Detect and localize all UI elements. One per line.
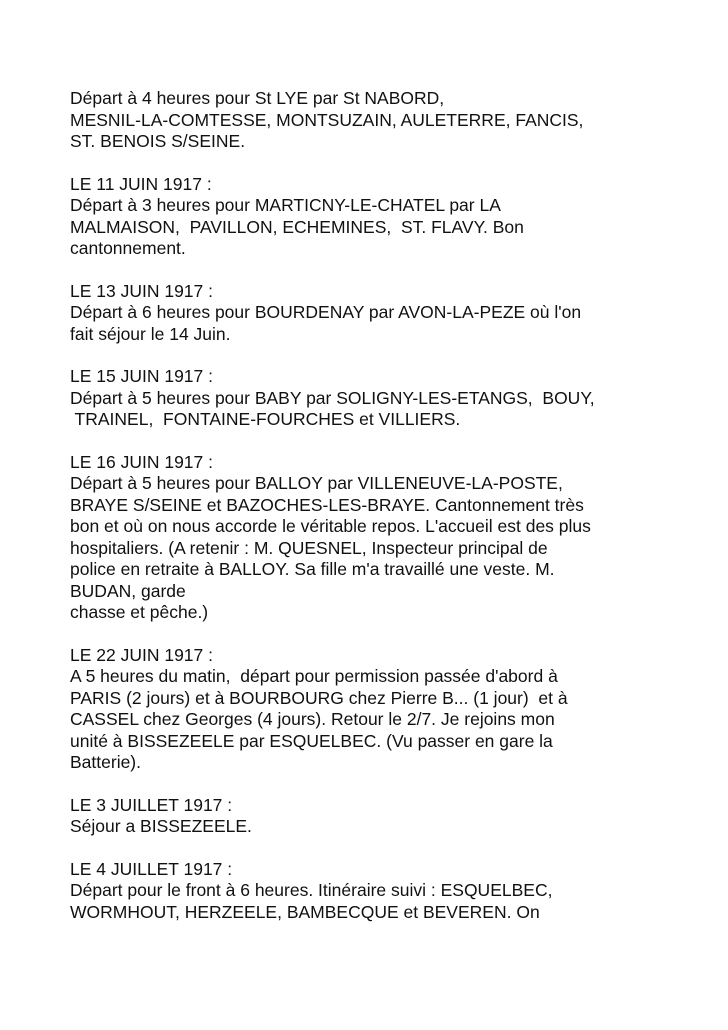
text-line: WORMHOUT, HERZEELE, BAMBECQUE et BEVEREN. On [70,901,540,922]
text-line: PARIS (2 jours) et à BOURBOURG chez Pierre B... (1 jour) et à [70,687,568,708]
text-line: cantonnement. [70,238,186,258]
entry-3-juillet-1917 [70,795,670,838]
entry-date-heading: LE 11 JUIN 1917 : [70,173,212,194]
entry-11-juin-1917 [70,174,670,260]
entry-date-heading: LE 3 JUILLET 1917 : [70,794,233,815]
entry-22-juin-1917 [70,645,670,774]
text-line: police en retraite à BALLOY. Sa fille m'a travaillé une veste. M. [70,559,555,579]
text-line: TRAINEL, FONTAINE-FOURCHES et VILLIERS. [70,409,461,429]
text-line: Départ à 5 heures pour BABY par SOLIGNY-LES-ETANGS, BOUY, [70,387,595,408]
text-line: MESNIL-LA-COMTESSE, MONTSUZAIN, AULETERRE, FANCIS, [70,109,584,130]
entry-4-juillet-1917 [70,859,670,924]
entry-date-heading: LE 16 JUIN 1917 : [70,451,213,472]
entry-date-heading: LE 15 JUIN 1917 : [70,366,213,386]
text-line: Départ à 3 heures pour MARTICNY-LE-CHATEL par LA [70,195,501,215]
text-line: BRAYE S/SEINE et BAZOCHES-LES-BRAYE. Cantonnement très [70,494,584,515]
text-line: hospitaliers. (A retenir : M. QUESNEL, Inspecteur principal de [70,537,548,558]
text-line: Départ à 4 heures pour St LYE par St NABORD, [70,88,445,108]
text-line: CASSEL chez Georges (4 jours). Retour le 2/7. Je rejoins mon [70,709,555,729]
text-line: BUDAN, garde [70,580,186,601]
text-line: A 5 heures du matin, départ pour permission passée d'abord à [70,666,558,686]
entry-departure-st-lye [70,88,670,153]
text-line: fait séjour le 14 Juin. [70,323,231,344]
entry-date-heading: LE 22 JUIN 1917 : [70,644,213,665]
text-line: Départ pour le front à 6 heures. Itinéraire suivi : ESQUELBEC, [70,880,553,900]
text-line: chasse et pêche.) [70,602,209,622]
entry-13-juin-1917 [70,281,670,346]
text-line: ST. BENOIS S/SEINE. [70,131,246,151]
text-line: Batterie). [70,752,141,772]
text-line: bon et où on nous accorde le véritable repos. L'accueil est des plus [70,516,591,536]
entry-16-juin-1917 [70,452,670,624]
entry-15-juin-1917 [70,366,670,431]
text-line: Départ à 6 heures pour BOURDENAY par AVON-LA-PEZE où l'on [70,302,582,322]
text-line: MALMAISON, PAVILLON, ECHEMINES, ST. FLAVY. Bon [70,216,524,237]
text-line: Départ à 5 heures pour BALLOY par VILLENEUVE-LA-POSTE, [70,473,563,493]
text-line: Séjour a BISSEZEELE. [70,816,252,836]
entry-date-heading: LE 13 JUIN 1917 : [70,280,213,301]
entry-date-heading: LE 4 JUILLET 1917 : [70,858,233,879]
text-line: unité à BISSEZEELE par ESQUELBEC. (Vu passer en gare la [70,730,553,751]
document-body [70,88,670,944]
